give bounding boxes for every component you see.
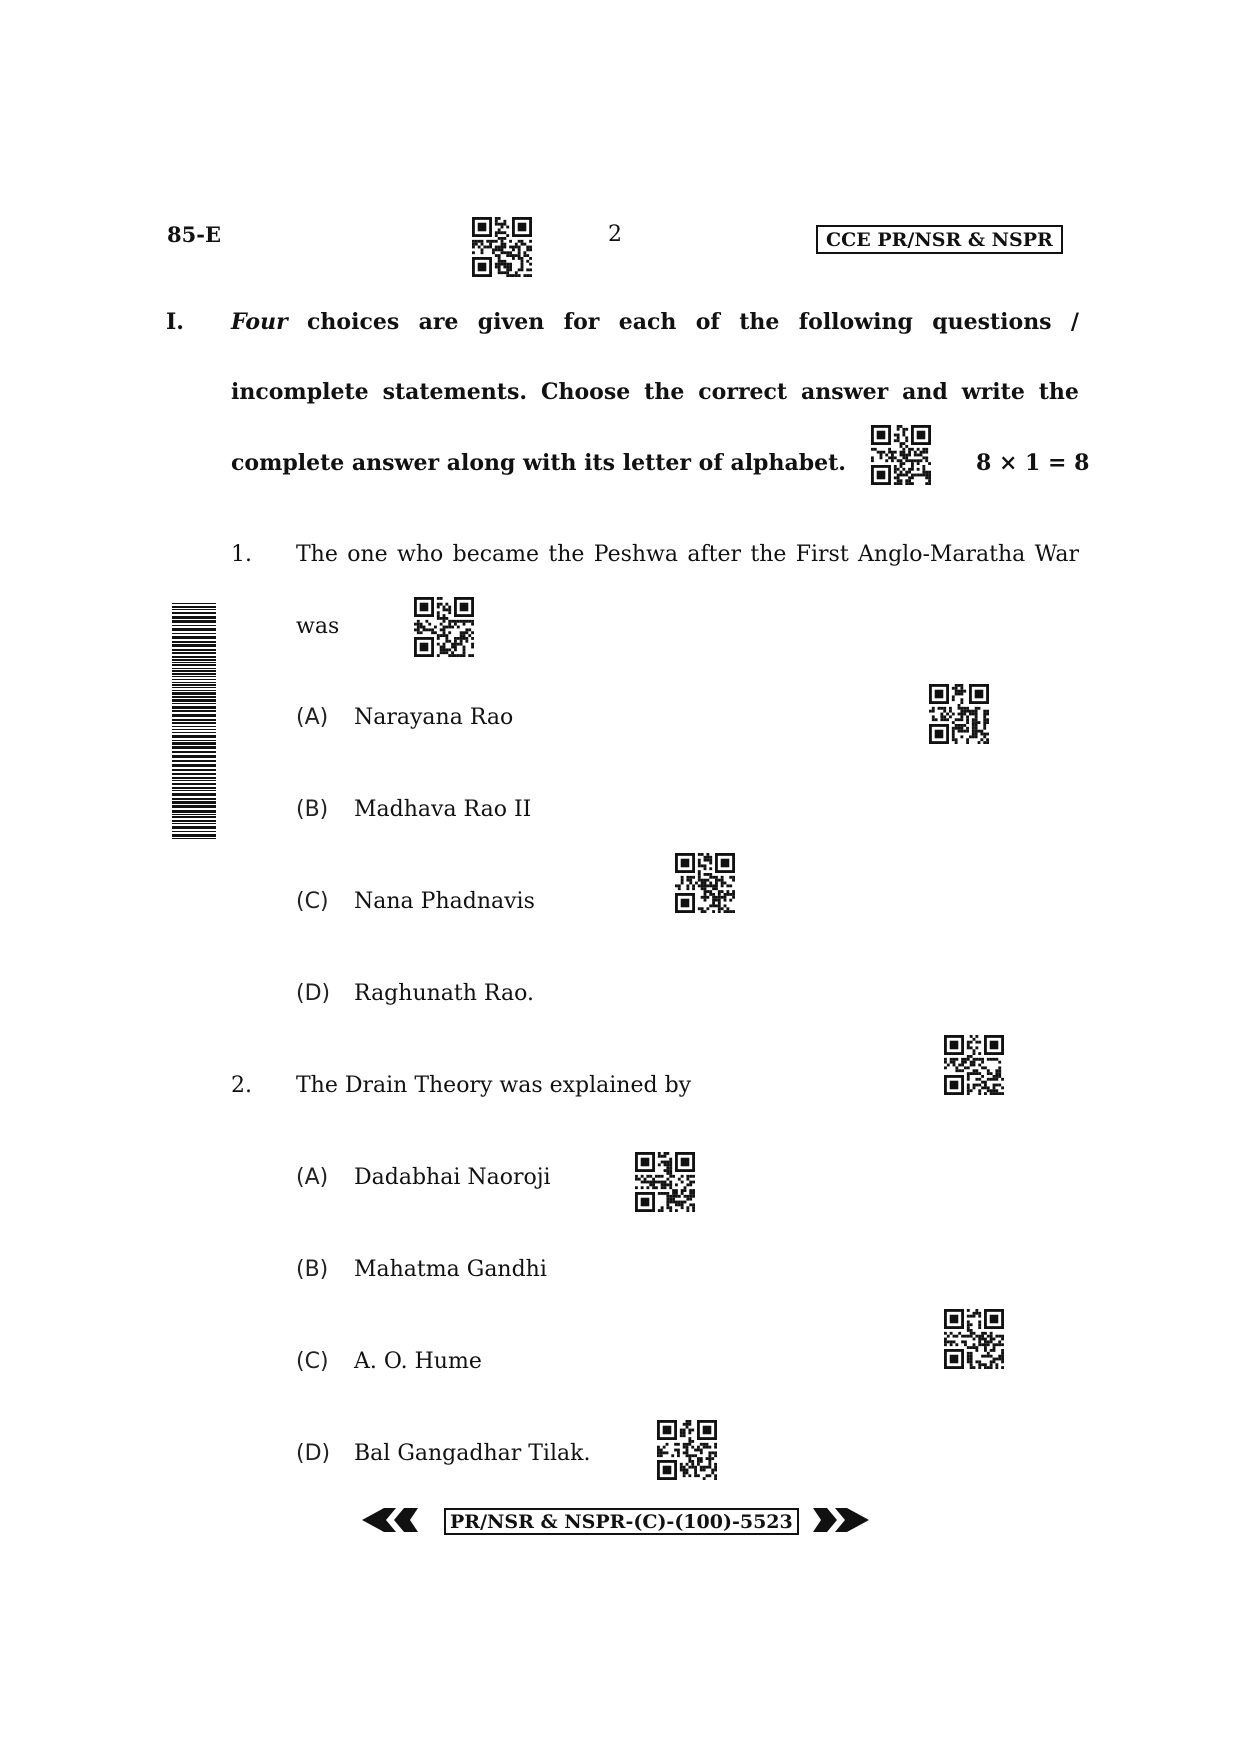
qr-code-icon	[635, 1152, 695, 1212]
option-text: Raghunath Rao.	[354, 981, 534, 1006]
instruction-word: incomplete	[231, 379, 369, 405]
option-text: Narayana Rao	[354, 705, 514, 730]
section-number: I.	[166, 309, 184, 335]
option-text: Mahatma Gandhi	[354, 1257, 547, 1282]
instruction-word: correct	[698, 379, 788, 405]
paper-code: 85-E	[167, 222, 221, 247]
instruction-word: for	[563, 309, 600, 335]
instruction-word: /	[1070, 309, 1079, 335]
instruction-word: of	[695, 309, 720, 335]
instruction-line-3: complete answer along with its letter of alphabet.	[231, 450, 846, 476]
instruction-word: given	[477, 309, 545, 335]
question-number: 1.	[231, 542, 252, 567]
option-letter: (D)	[296, 981, 331, 1006]
option-letter: (A)	[296, 1165, 329, 1190]
instruction-line-1	[231, 309, 1079, 335]
instruction-line-2	[231, 379, 1079, 405]
instruction-word: are	[418, 309, 459, 335]
qr-code-icon	[871, 425, 931, 485]
instruction-word: each	[618, 309, 677, 335]
option-letter: (D)	[296, 1441, 331, 1466]
instruction-word: Choose	[540, 379, 631, 405]
option-text: Bal Gangadhar Tilak.	[354, 1441, 591, 1466]
qr-code-icon	[929, 684, 989, 744]
instruction-word: statements.	[382, 379, 528, 405]
instruction-word: following	[798, 309, 913, 335]
instruction-word: questions	[932, 309, 1052, 335]
option-letter: (B)	[296, 797, 329, 822]
qr-code-icon	[657, 1420, 717, 1480]
option-text: Dadabhai Naoroji	[354, 1165, 551, 1190]
page-number: 2	[608, 222, 622, 247]
qr-code-icon	[414, 597, 474, 657]
option-text: A. O. Hume	[354, 1349, 482, 1374]
instruction-word: the	[644, 379, 685, 405]
question-number: 2.	[231, 1073, 252, 1098]
option-letter: (C)	[296, 1349, 329, 1374]
double-arrow-left-icon	[360, 1506, 418, 1534]
option-text: Madhava Rao II	[354, 797, 532, 822]
footer-code-box: PR/NSR & NSPR-(C)-(100)-5523	[444, 1508, 799, 1535]
marks-allocation: 8 × 1 = 8	[976, 450, 1090, 476]
qr-code-icon	[944, 1309, 1004, 1369]
option-letter: (C)	[296, 889, 329, 914]
barcode-icon	[172, 603, 216, 839]
qr-code-icon	[944, 1035, 1004, 1095]
exam-label-box: CCE PR/NSR & NSPR	[816, 225, 1063, 254]
option-text: Nana Phadnavis	[354, 889, 535, 914]
question-text: The one who became the Peshwa after the First Anglo-Maratha War	[296, 542, 1079, 567]
instruction-word: answer	[801, 379, 889, 405]
instruction-word: the	[1038, 379, 1079, 405]
question-text-continued: was	[296, 614, 340, 639]
qr-code-icon	[472, 217, 532, 277]
instruction-word: and	[902, 379, 948, 405]
double-arrow-right-icon	[813, 1506, 871, 1534]
instruction-word: choices	[307, 309, 400, 335]
option-letter: (A)	[296, 705, 329, 730]
qr-code-icon	[675, 853, 735, 913]
instruction-word: the	[739, 309, 780, 335]
instruction-word-four: Four	[231, 309, 288, 335]
instruction-word: write	[961, 379, 1025, 405]
question-text: The Drain Theory was explained by	[296, 1073, 692, 1098]
option-letter: (B)	[296, 1257, 329, 1282]
